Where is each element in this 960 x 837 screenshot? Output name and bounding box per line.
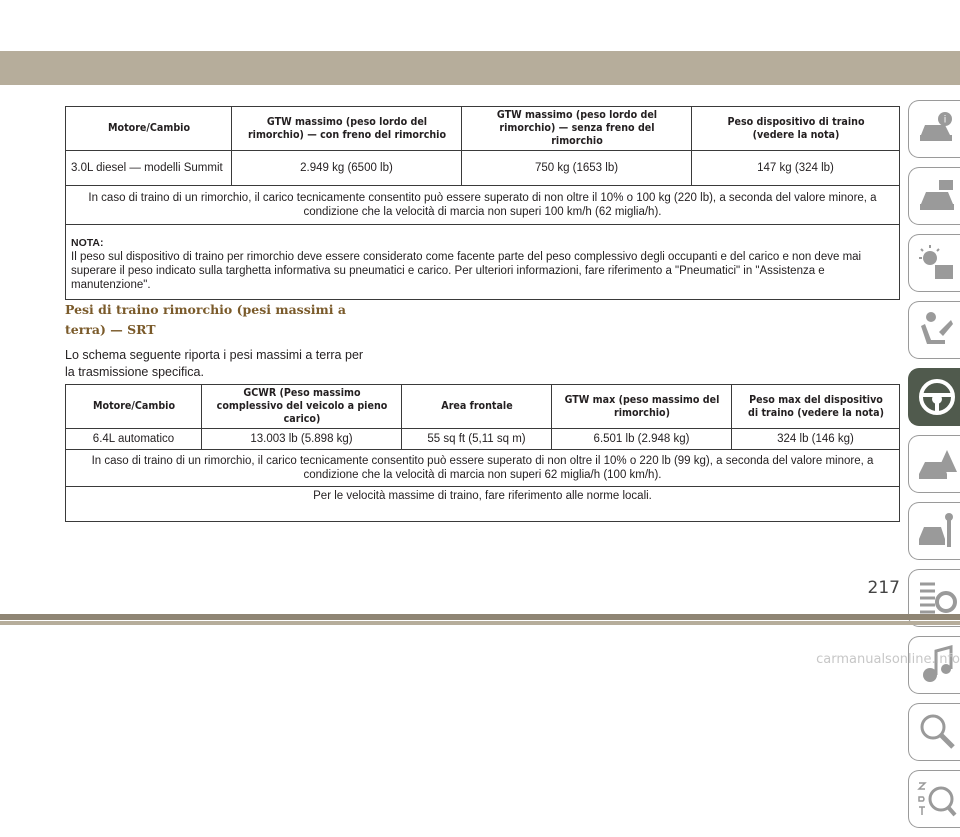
towing-weights-table-diesel	[65, 106, 900, 300]
table-header-cell: Motore/Cambio	[72, 107, 225, 151]
page-number: 217	[867, 578, 900, 598]
table-cell: 13.003 lb (5.898 kg)	[202, 429, 402, 450]
index-abc-icon	[917, 779, 957, 819]
table-footnote-row	[66, 450, 900, 487]
table-header-cell: GTW max (peso massimo del rimorchio)	[559, 385, 725, 429]
tab-search[interactable]	[908, 703, 960, 761]
search-icon	[917, 712, 957, 752]
table-footnote-row	[66, 487, 900, 522]
table-header-cell: Area frontale	[408, 385, 546, 429]
tab-service[interactable]	[908, 502, 960, 560]
top-header-band	[0, 51, 960, 85]
tab-safety[interactable]	[908, 301, 960, 359]
table-header-row	[66, 385, 900, 429]
table-header-cell: GTW massimo (peso lordo del rimorchio) — con freno del rimorchio	[241, 107, 453, 151]
dashboard-car-icon	[917, 176, 957, 216]
watermark: carmanualsonline.info	[816, 652, 960, 667]
tab-dashboard[interactable]	[908, 167, 960, 225]
bottom-band-light	[0, 621, 960, 625]
table-header-cell: Peso max del dispositivo di traino (vedere la nota)	[738, 385, 893, 429]
tab-warning-lights[interactable]	[908, 234, 960, 292]
roadside-warning-icon	[917, 444, 957, 484]
section-paragraph: Lo schema seguente riporta i pesi massimi a terra per la trasmissione specifica.	[65, 348, 364, 379]
table-cell: 324 lb (146 kg)	[732, 429, 900, 450]
car-info-icon	[917, 109, 957, 149]
tab-emergency[interactable]	[908, 435, 960, 493]
note-title: NOTA:	[71, 237, 104, 249]
table-cell: 55 sq ft (5,11 sq m)	[402, 429, 552, 450]
section-heading: Pesi di traino rimorchio (pesi massimi a terra) — SRT	[65, 302, 346, 337]
svg-text:i: i	[943, 114, 947, 126]
table-row	[66, 151, 900, 186]
table-header-cell: Peso dispositivo di traino (vedere la nota)	[700, 107, 891, 151]
car-service-icon	[917, 511, 957, 551]
table-cell: 6.4L automatico	[66, 429, 202, 450]
note-text: Il peso sul dispositivo di traino per rimorchio deve essere considerato come facente parte del peso complessivo degli occupanti e del carico e non deve mai superare il peso indicato sulla targhetta informativa su pneumatici e carico. Per ulteriori informazioni, fare riferimento a "Pneumatici" in "Assistenza e manutenzione".	[71, 251, 862, 291]
tab-starting-driving[interactable]	[908, 368, 960, 426]
table-header-cell: GTW massimo (peso lordo del rimorchio) — senza freno del rimorchio	[471, 107, 683, 151]
table-row	[66, 429, 900, 450]
bottom-band	[0, 614, 960, 620]
table-cell: 2.949 kg (6500 lb)	[232, 151, 462, 186]
table-footnote: In caso di traino di un rimorchio, il carico tecnicamente consentito può essere superato di non oltre il 10% o 100 kg (220 lb), a seconda del valore minore, a condizione che la velocità di marcia non superi 100 km/h (62 miglia/h).	[66, 186, 900, 225]
table-note-row	[66, 225, 900, 300]
steering-wheel-icon	[917, 377, 957, 417]
table-note	[66, 225, 900, 300]
table-header-cell: GCWR (Peso massimo complessivo del veicolo a pieno carico)	[210, 385, 394, 429]
table-cell: 147 kg (324 lb)	[692, 151, 900, 186]
table-header-row	[66, 107, 900, 151]
warning-light-icon	[917, 243, 957, 283]
seat-airbag-icon	[917, 310, 957, 350]
table-cell: 6.501 lb (2.948 kg)	[552, 429, 732, 450]
table-cell: 3.0L diesel — modelli Summit	[66, 151, 232, 186]
specifications-icon	[917, 578, 957, 618]
tab-vehicle-info[interactable]	[908, 100, 960, 158]
table-footnote-row	[66, 186, 900, 225]
chapter-tabs	[904, 100, 960, 837]
table-cell: 750 kg (1653 lb)	[462, 151, 692, 186]
towing-weights-table-srt	[65, 384, 900, 522]
tab-index[interactable]	[908, 770, 960, 828]
table-footnote: In caso di traino di un rimorchio, il carico tecnicamente consentito può essere superato di non oltre il 10% o 220 lb (99 kg), a seconda del valore minore, a condizione che la velocità di marcia non superi 62 miglia/h (100 km/h).	[66, 450, 900, 487]
table-footnote: Per le velocità massime di traino, fare riferimento alle norme locali.	[66, 487, 900, 522]
table-header-cell: Motore/Cambio	[71, 385, 196, 429]
